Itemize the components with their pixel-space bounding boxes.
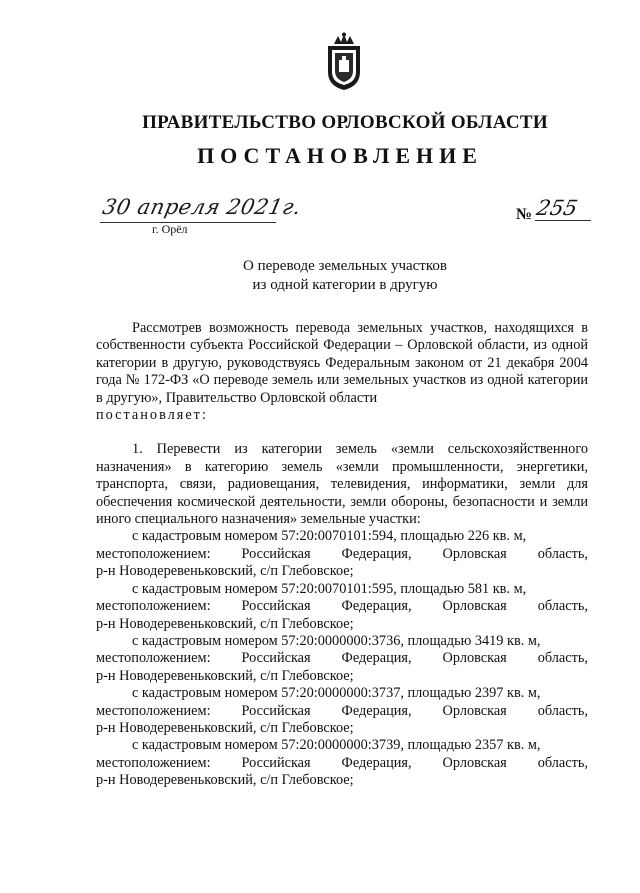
location-word: область, bbox=[537, 650, 588, 667]
parcel-item bbox=[96, 528, 588, 580]
parcel-item bbox=[96, 685, 588, 737]
parcel-cadastral-line: с кадастровым номером 57:20:0000000:3739, площадью 2357 кв. м, bbox=[132, 737, 541, 754]
parcel-item bbox=[96, 737, 588, 789]
parcel-location-line bbox=[96, 598, 588, 615]
handwritten-number: 255 bbox=[534, 196, 580, 220]
location-word: Российская bbox=[241, 545, 311, 562]
preamble-paragraph: Рассмотрев возможность перевода земельных участков, находящихся в собственности субъекта Российской Федерации – Орловской области, из одной категории в другую, руководствуясь Федеральным законом от 21 декабря 2004 года № 172-ФЗ «О переводе земель или земельных участков из одной категории в другую», Правительство Орловской области bbox=[96, 320, 588, 406]
number-label: № bbox=[516, 206, 533, 223]
location-word: Российская bbox=[241, 754, 311, 771]
location-word: область, bbox=[537, 545, 588, 562]
document-type: ПОСТАНОВЛЕНИЕ bbox=[197, 143, 483, 168]
parcel-location-line bbox=[96, 755, 588, 772]
parcel-district-line: р-н Новодеревеньковский, с/п Глебовское; bbox=[96, 563, 354, 580]
location-word: местоположением: bbox=[96, 545, 211, 562]
date-underline bbox=[100, 222, 276, 223]
subject-line-2: из одной категории в другую bbox=[252, 277, 438, 293]
location-word: Российская bbox=[241, 650, 311, 667]
location-word: Орловская bbox=[442, 754, 507, 771]
location-word: Орловская bbox=[442, 545, 507, 562]
parcel-district-line: р-н Новодеревеньковский, с/п Глебовское; bbox=[96, 719, 354, 736]
parcel-district-line: р-н Новодеревеньковский, с/п Глебовское; bbox=[96, 667, 354, 684]
location-word: Федерация, bbox=[341, 598, 412, 615]
location-word: Федерация, bbox=[341, 545, 412, 562]
parcel-cadastral-line: с кадастровым номером 57:20:0070101:595, площадью 581 кв. м, bbox=[132, 580, 527, 597]
parcel-cadastral-line: с кадастровым номером 57:20:0000000:3737, площадью 2397 кв. м, bbox=[132, 685, 541, 702]
location-word: Орловская bbox=[442, 650, 507, 667]
parcel-item bbox=[96, 633, 588, 685]
location-word: Федерация, bbox=[341, 754, 412, 771]
parcel-list bbox=[96, 528, 588, 789]
location-word: Орловская bbox=[442, 702, 507, 719]
decree-word: постановляет: bbox=[96, 407, 208, 424]
parcel-district-line: р-н Новодеревеньковский, с/п Глебовское; bbox=[96, 615, 354, 632]
city-label: г. Орёл bbox=[152, 222, 188, 236]
location-word: Российская bbox=[241, 702, 311, 719]
location-word: Федерация, bbox=[341, 702, 412, 719]
document-subject bbox=[0, 257, 640, 295]
coat-of-arms-emblem-icon bbox=[322, 32, 366, 92]
location-word: местоположением: bbox=[96, 754, 211, 771]
subject-line-1: О переводе земельных участков bbox=[243, 258, 447, 274]
location-word: Федерация, bbox=[341, 650, 412, 667]
location-word: Российская bbox=[241, 598, 311, 615]
location-word: область, bbox=[537, 754, 588, 771]
location-word: местоположением: bbox=[96, 650, 211, 667]
handwritten-date: 30 апреля 2021г. bbox=[100, 195, 304, 219]
parcel-location-line bbox=[96, 703, 588, 720]
number-underline bbox=[535, 220, 591, 221]
parcel-location-line bbox=[96, 650, 588, 667]
location-word: область, bbox=[537, 598, 588, 615]
parcel-location-line bbox=[96, 546, 588, 563]
parcel-district-line: р-н Новодеревеньковский, с/п Глебовское; bbox=[96, 772, 354, 789]
parcel-item bbox=[96, 581, 588, 633]
item-1-paragraph: 1. Перевести из категории земель «земли сельскохозяйственного назначения» в категорию земель «земли промышленности, энергетики, транспорта, связи, радиовещания, телевидения, информатики, земли для обеспечения космической деятельности, земли обороны, безопасности и земли иного специального назначения» земельные участки: bbox=[96, 441, 588, 528]
parcel-cadastral-line: с кадастровым номером 57:20:0000000:3736, площадью 3419 кв. м, bbox=[132, 632, 541, 649]
location-word: Орловская bbox=[442, 598, 507, 615]
location-word: местоположением: bbox=[96, 598, 211, 615]
parcel-cadastral-line: с кадастровым номером 57:20:0070101:594, площадью 226 кв. м, bbox=[132, 528, 527, 545]
location-word: местоположением: bbox=[96, 702, 211, 719]
location-word: область, bbox=[537, 702, 588, 719]
organization-title: ПРАВИТЕЛЬСТВО ОРЛОВСКОЙ ОБЛАСТИ bbox=[142, 112, 548, 133]
document-body bbox=[96, 320, 588, 790]
